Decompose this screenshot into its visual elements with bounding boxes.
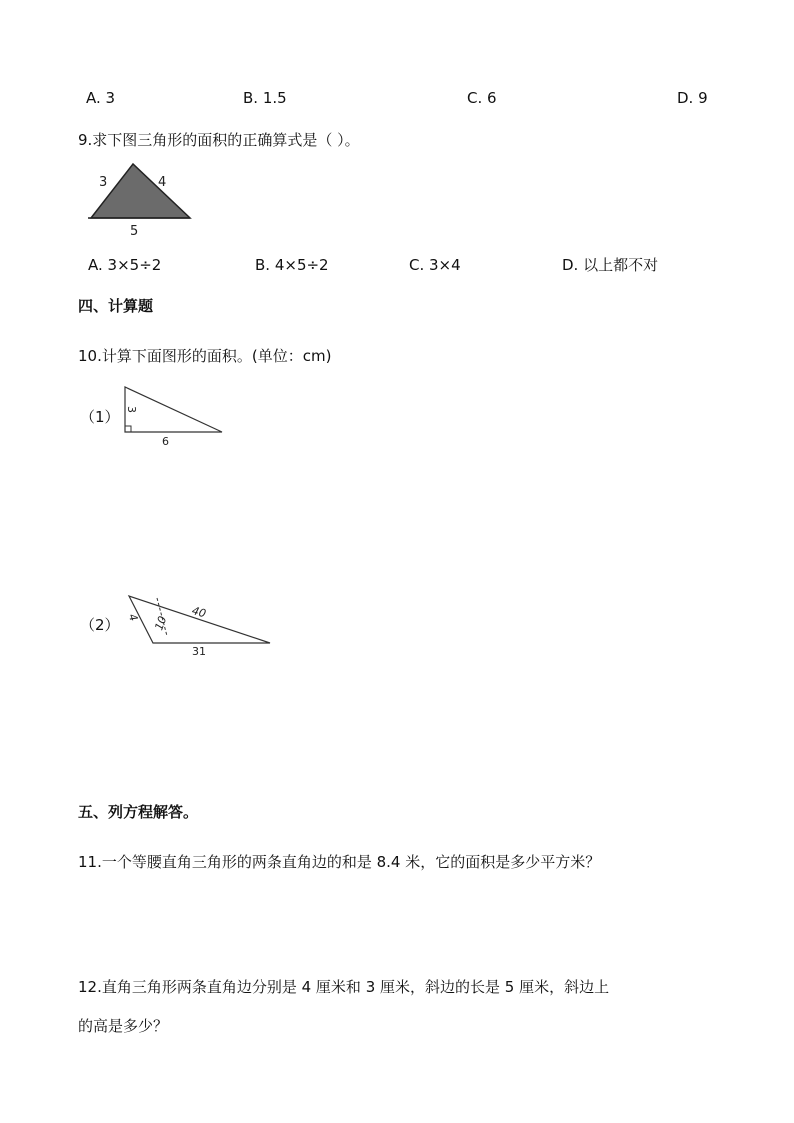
- base-label: 5: [130, 224, 139, 238]
- right-triangle: [125, 387, 222, 432]
- obtuse-triangle: [129, 596, 270, 643]
- q9-option-c: C. 3×4: [409, 256, 461, 274]
- q10-stem: 10.计算下面图形的面积。(单位：cm): [78, 347, 332, 365]
- q10-part2-label: （2）: [80, 616, 120, 634]
- base-label: 31: [192, 645, 206, 658]
- q12-text-line1: 12.直角三角形两条直角边分别是 4 厘米和 3 厘米，斜边的长是 5 厘米，斜边上: [78, 978, 610, 996]
- q11-text: 11.一个等腰直角三角形的两条直角边的和是 8.4 米，它的面积是多少平方米？: [78, 853, 601, 871]
- q10-part2-obtuse-triangle: [122, 588, 274, 658]
- q9-stem: 9.求下图三角形的面积的正确算式是（ ）。: [78, 131, 360, 149]
- right-side-label: 4: [158, 175, 167, 190]
- q9-option-a: A. 3×5÷2: [88, 256, 162, 274]
- q8-option-d: D. 9: [677, 89, 708, 107]
- q9-option-b: B. 4×5÷2: [255, 256, 329, 274]
- right-angle-mark: [125, 426, 131, 432]
- base-label: 6: [162, 435, 169, 448]
- shaded-triangle: [91, 164, 190, 218]
- side-a-label: 4: [125, 611, 141, 623]
- side-b-label: 40: [190, 604, 208, 621]
- q10-part1-right-triangle: [120, 384, 226, 450]
- q8-option-b: B. 1.5: [243, 89, 287, 107]
- section-4-heading: 四、计算题: [78, 297, 154, 315]
- q9-option-d: D. 以上都不对: [562, 256, 659, 274]
- q9-triangle-figure: [86, 160, 196, 238]
- height-label: 10: [152, 614, 170, 633]
- height-label: 3: [125, 406, 138, 413]
- q12-text-line2: 的高是多少？: [78, 1017, 169, 1035]
- q8-option-c: C. 6: [467, 89, 497, 107]
- left-side-label: 3: [99, 175, 108, 190]
- section-5-heading: 五、列方程解答。: [78, 803, 199, 821]
- q10-part1-label: （1）: [80, 408, 120, 426]
- q8-option-a: A. 3: [86, 89, 116, 107]
